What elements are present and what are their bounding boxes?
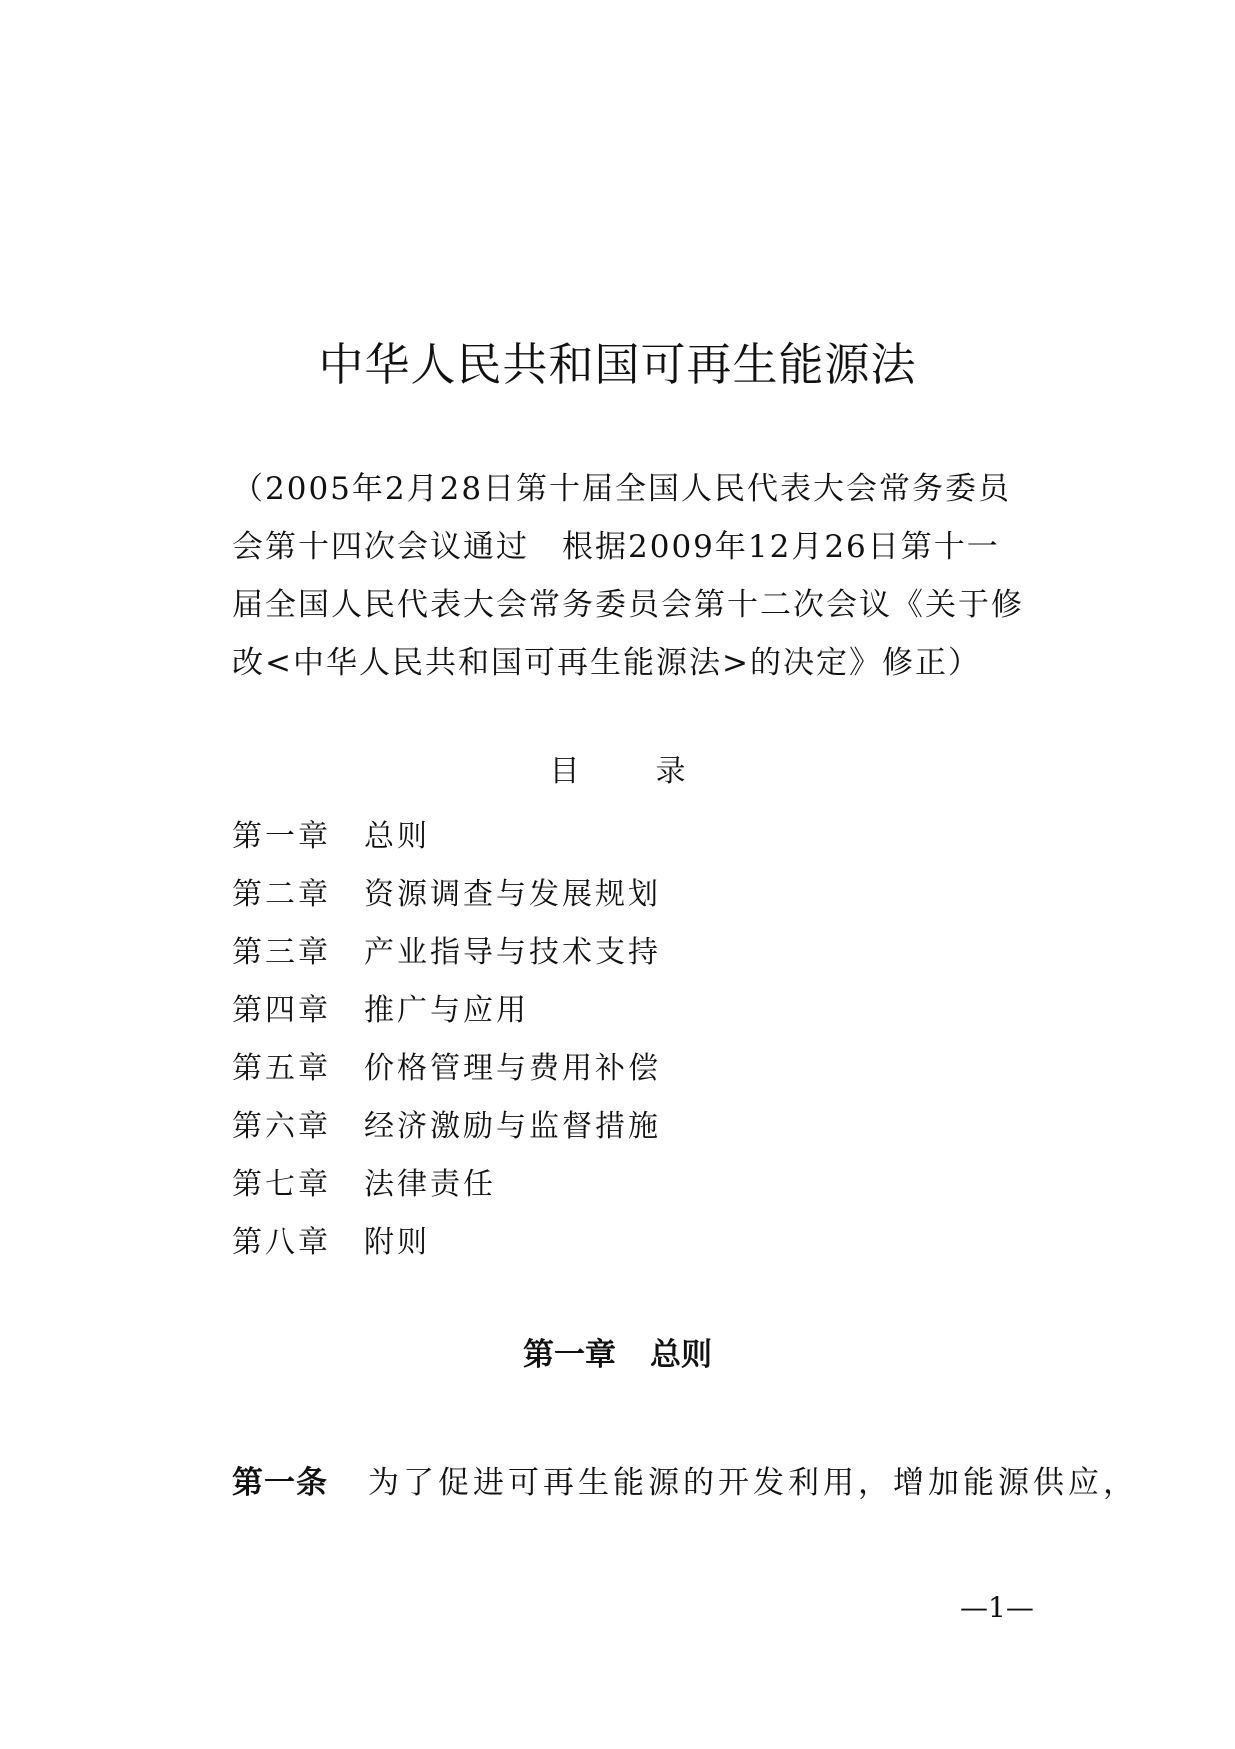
adoption-note-line: （2005年2月28日第十届全国人民代表大会常务委员 [232, 471, 1012, 507]
toc-chapter-title: 推广与应用 [364, 993, 529, 1028]
toc-chapter-number: 第三章 [232, 935, 331, 970]
toc-item [232, 924, 661, 982]
table-of-contents [232, 808, 661, 1272]
adoption-note-line: 改<中华人民共和国可再生能源法>的决定》修正） [232, 645, 981, 681]
toc-heading-left: 目 [549, 754, 580, 789]
toc-chapter-number: 第八章 [232, 1225, 331, 1260]
toc-item [232, 866, 661, 924]
toc-chapter-title: 附则 [364, 1225, 430, 1260]
toc-chapter-number: 第四章 [232, 993, 331, 1028]
page-number: —1— [960, 1591, 1034, 1624]
document-title: 中华人民共和国可再生能源法 [318, 338, 917, 391]
toc-chapter-title: 产业指导与技术支持 [364, 935, 661, 970]
toc-item [232, 808, 661, 866]
article-number: 第一条 [232, 1465, 328, 1501]
adoption-note-line: 会第十四次会议通过 根据2009年12月26日第十一 [232, 529, 1000, 565]
toc-heading-right: 录 [655, 754, 686, 789]
toc-chapter-number: 第二章 [232, 877, 331, 912]
article-paragraph [232, 1460, 1138, 1506]
toc-chapter-number: 第一章 [232, 819, 331, 854]
toc-chapter-title: 资源调查与发展规划 [364, 877, 661, 912]
toc-item [232, 1098, 661, 1156]
chapter-title: 总则 [650, 1337, 712, 1373]
chapter-number: 第一章 [523, 1337, 616, 1373]
toc-chapter-title: 总则 [364, 819, 430, 854]
toc-chapter-number: 第六章 [232, 1109, 331, 1144]
toc-chapter-number: 第七章 [232, 1167, 331, 1202]
toc-chapter-title: 法律责任 [364, 1167, 496, 1202]
chapter-heading [0, 1333, 1235, 1377]
toc-chapter-number: 第五章 [232, 1051, 331, 1086]
adoption-note-line: 届全国人民代表大会常务委员会第十二次会议《关于修 [232, 587, 1024, 623]
toc-item [232, 1040, 661, 1098]
toc-heading [0, 752, 1235, 792]
toc-chapter-title: 价格管理与费用补偿 [364, 1051, 661, 1086]
toc-item [232, 982, 661, 1040]
toc-item [232, 1214, 661, 1272]
adoption-note [232, 460, 1032, 692]
toc-chapter-title: 经济激励与监督措施 [364, 1109, 661, 1144]
article-text: 为了促进可再生能源的开发利用，增加能源供应， [368, 1465, 1138, 1501]
toc-item [232, 1156, 661, 1214]
